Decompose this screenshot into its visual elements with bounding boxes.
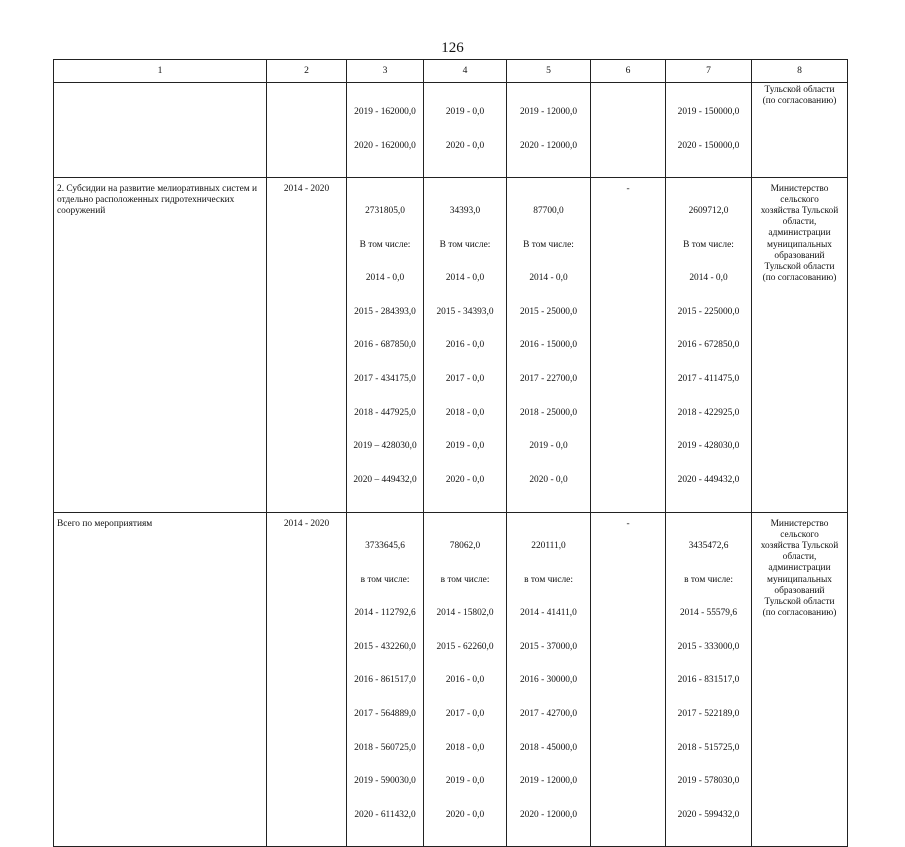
- executor-line: администрации: [768, 228, 831, 239]
- executor-line: администрации: [768, 563, 831, 574]
- table-row: [54, 177, 848, 512]
- value-line: В том числе:: [359, 239, 411, 250]
- value-line: 2016 - 672850,0: [677, 340, 740, 351]
- value-line: 2017 - 522189,0: [677, 708, 740, 719]
- value-line: 2019 - 12000,0: [519, 107, 578, 118]
- table-row: [54, 83, 848, 178]
- value-line: в том числе:: [440, 574, 490, 585]
- value-line: 2017 - 564889,0: [354, 708, 416, 719]
- value-line: 2020 – 449432,0: [353, 474, 417, 485]
- value-line: 2017 - 434175,0: [354, 374, 416, 385]
- activity-name: 2. Субсидии на развитие мелиоративных систем и отдельно расположенных гидротехнических сооружений: [54, 177, 267, 512]
- executor-line: муниципальных: [767, 574, 832, 585]
- value-line: 2016 - 831517,0: [677, 675, 740, 686]
- other-funding: [666, 177, 752, 512]
- value-line: В том числе:: [523, 239, 574, 250]
- value-line: 2016 - 0,0: [445, 340, 485, 351]
- other-funding: [666, 512, 752, 847]
- value-line: 2020 - 12000,0: [519, 809, 578, 820]
- regional-funding: [507, 177, 591, 512]
- value-line: 2014 - 112792,6: [354, 608, 416, 619]
- value-line: 220111,0: [531, 540, 566, 551]
- executor-line: (по согласованию): [762, 608, 837, 619]
- executor-line: области,: [782, 552, 817, 563]
- value-line: 2015 - 284393,0: [354, 306, 416, 317]
- value-line: 2019 - 0,0: [445, 776, 485, 787]
- header-row: [54, 60, 848, 83]
- value-line: 2018 - 0,0: [445, 742, 485, 753]
- activity-name: Всего по мероприятиям: [54, 512, 267, 847]
- value-line: 2020 - 150000,0: [677, 141, 740, 152]
- value-line: 2016 - 0,0: [445, 675, 485, 686]
- value-line: 2020 - 162000,0: [354, 141, 416, 152]
- value-line: 2015 - 25000,0: [519, 306, 578, 317]
- regional-funding: [507, 83, 591, 178]
- value-line: 3733645,6: [365, 540, 405, 551]
- value-line: 2019 - 0,0: [529, 441, 568, 452]
- table-row: [54, 512, 848, 847]
- value-line: 2018 - 45000,0: [519, 742, 578, 753]
- column-header: 5: [507, 60, 591, 83]
- executor-line: Тульской области: [764, 262, 835, 273]
- activity-name: [54, 83, 267, 178]
- value-line: 2019 - 0,0: [445, 441, 485, 452]
- column-header: 7: [666, 60, 752, 83]
- column-header: 2: [267, 60, 347, 83]
- local-funding: [591, 83, 666, 178]
- value-line: 34393,0: [449, 206, 481, 217]
- value-line: 2017 - 22700,0: [519, 374, 578, 385]
- value-line: 2020 - 611432,0: [354, 809, 416, 820]
- value-line: 2020 - 12000,0: [519, 141, 578, 152]
- other-funding: [666, 83, 752, 178]
- value-line: 2020 - 0,0: [445, 474, 485, 485]
- value-line: в том числе:: [360, 574, 410, 585]
- executor-line: хозяйства Тульской: [760, 206, 839, 217]
- executor-line: Тульской области: [764, 85, 835, 95]
- executor-line: Министерство: [770, 183, 829, 194]
- value-line: 2019 – 428030,0: [353, 441, 417, 452]
- page-number: 126: [441, 40, 464, 56]
- executor-line: сельского: [780, 194, 819, 205]
- local-funding: -: [591, 177, 666, 512]
- value-line: 2019 - 0,0: [445, 107, 485, 118]
- period: 2014 - 2020: [267, 177, 347, 512]
- executor-line: сельского: [780, 529, 819, 540]
- value-line: 2609712,0: [688, 206, 729, 217]
- value-line: 2017 - 0,0: [445, 708, 485, 719]
- executor-line: области,: [782, 217, 817, 228]
- value-line: 2017 - 411475,0: [677, 374, 740, 385]
- value-line: В том числе:: [439, 239, 491, 250]
- value-line: 2018 - 25000,0: [519, 407, 578, 418]
- value-line: 2019 - 12000,0: [519, 776, 578, 787]
- value-line: 2016 - 15000,0: [519, 340, 578, 351]
- total-funding: [347, 512, 424, 847]
- executor-line: образований: [774, 250, 825, 261]
- value-line: 2020 - 599432,0: [677, 809, 740, 820]
- value-line: 2018 - 422925,0: [677, 407, 740, 418]
- value-line: 2015 - 62260,0: [436, 641, 494, 652]
- value-line: 2014 - 55579,6: [679, 608, 738, 619]
- program-table: [53, 59, 848, 847]
- executor: [752, 177, 848, 512]
- value-line: 3435472,6: [688, 540, 729, 551]
- value-line: 2015 - 37000,0: [519, 641, 578, 652]
- value-line: 2019 - 150000,0: [677, 107, 740, 118]
- value-line: 2731805,0: [365, 206, 405, 217]
- value-line: 2015 - 333000,0: [677, 641, 740, 652]
- value-line: 2015 - 34393,0: [436, 306, 494, 317]
- value-line: 2014 - 0,0: [445, 273, 485, 284]
- local-funding: -: [591, 512, 666, 847]
- executor-line: (по согласованию): [762, 96, 837, 107]
- column-header: 1: [54, 60, 267, 83]
- value-line: 2018 - 0,0: [445, 407, 485, 418]
- value-line: 2017 - 0,0: [445, 374, 485, 385]
- federal-funding: [424, 512, 507, 847]
- value-line: 2020 - 449432,0: [677, 474, 740, 485]
- executor-line: муниципальных: [767, 239, 832, 250]
- column-header: 6: [591, 60, 666, 83]
- column-header: 4: [424, 60, 507, 83]
- federal-funding: [424, 83, 507, 178]
- value-line: 2018 - 447925,0: [354, 407, 416, 418]
- executor-line: образований: [774, 585, 825, 596]
- value-line: 2019 - 162000,0: [354, 107, 416, 118]
- value-line: 78062,0: [449, 540, 481, 551]
- value-line: 2014 - 0,0: [365, 273, 405, 284]
- executor: [752, 83, 848, 178]
- executor-line: Министерство: [770, 518, 829, 529]
- executor: [752, 512, 848, 847]
- executor-line: (по согласованию): [762, 273, 837, 284]
- value-line: 2014 - 0,0: [689, 273, 728, 284]
- value-line: 2016 - 687850,0: [354, 340, 416, 351]
- value-line: 2015 - 432260,0: [354, 641, 416, 652]
- value-line: в том числе:: [684, 574, 733, 585]
- value-line: 2017 - 42700,0: [519, 708, 578, 719]
- period: 2014 - 2020: [267, 512, 347, 847]
- executor-line: хозяйства Тульской: [760, 540, 839, 551]
- value-line: 2020 - 0,0: [445, 141, 485, 152]
- column-header: 3: [347, 60, 424, 83]
- value-line: 2019 - 590030,0: [354, 776, 416, 787]
- total-funding: [347, 177, 424, 512]
- column-header: 8: [752, 60, 848, 83]
- value-line: 2018 - 515725,0: [677, 742, 740, 753]
- regional-funding: [507, 512, 591, 847]
- value-line: 2015 - 225000,0: [677, 306, 740, 317]
- executor-line: Тульской области: [764, 596, 835, 607]
- value-line: В том числе:: [683, 239, 734, 250]
- value-line: 87700,0: [533, 206, 564, 217]
- period: [267, 83, 347, 178]
- value-line: 2019 - 578030,0: [677, 776, 740, 787]
- value-line: 2014 - 41411,0: [520, 608, 577, 619]
- value-line: в том числе:: [524, 574, 573, 585]
- value-line: 2016 - 861517,0: [354, 675, 416, 686]
- value-line: 2014 - 15802,0: [436, 608, 494, 619]
- value-line: 2018 - 560725,0: [354, 742, 416, 753]
- value-line: 2020 - 0,0: [529, 474, 568, 485]
- value-line: 2020 - 0,0: [445, 809, 485, 820]
- value-line: 2014 - 0,0: [529, 273, 568, 284]
- federal-funding: [424, 177, 507, 512]
- value-line: 2019 - 428030,0: [677, 441, 740, 452]
- value-line: 2016 - 30000,0: [519, 675, 578, 686]
- total-funding: [347, 83, 424, 178]
